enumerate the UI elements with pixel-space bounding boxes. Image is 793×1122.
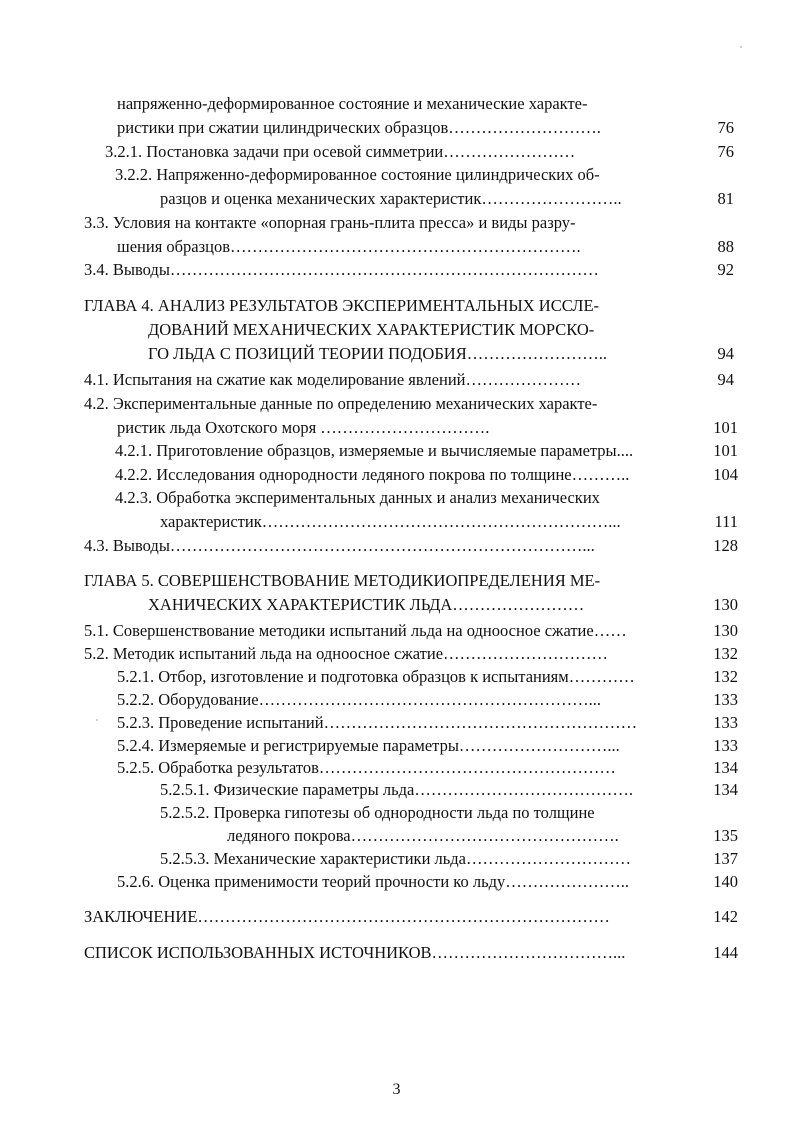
toc-entry: 5.2.5.2. Проверка гипотезы об однородности льда по толщине — [160, 803, 595, 822]
toc-entry: 4.1. Испытания на сжатие как моделирование явлений………………… — [84, 370, 581, 389]
toc-entry: ледяного покрова…………………………………………. — [227, 826, 619, 845]
toc-page-number: 81 — [717, 189, 734, 208]
toc-page-number: 92 — [717, 260, 734, 279]
toc-entry: 5.2.6. Оценка применимости теорий прочности ко льду………………….. — [117, 872, 629, 891]
toc-page-number: 135 — [713, 826, 738, 845]
toc-page-number: 76 — [717, 142, 734, 161]
toc-page-number: 94 — [717, 344, 734, 363]
toc-page-number: 133 — [713, 690, 738, 709]
chapter-heading: ГЛАВА 4. АНАЛИЗ РЕЗУЛЬТАТОВ ЭКСПЕРИМЕНТАЛЬНЫХ ИССЛЕ- — [84, 296, 600, 315]
scan-speck — [740, 46, 742, 48]
toc-page-number: 130 — [713, 595, 738, 614]
toc-page-number: 140 — [713, 872, 738, 891]
toc-entry: 3.3. Условия на контакте «опорная грань-плита пресса» и виды разру- — [84, 213, 576, 232]
toc-page-number: 133 — [713, 736, 738, 755]
scan-speck — [96, 719, 98, 721]
toc-entry: 5.2.5.1. Физические параметры льда…………………………………. — [160, 780, 633, 799]
toc-entry: 5.2.5.3. Механические характеристики льда………………………… — [160, 849, 632, 868]
toc-page-number: 88 — [717, 237, 734, 256]
toc-entry: 3.2.2. Напряженно-деформированное состояние цилиндрических об- — [115, 165, 600, 184]
toc-page-number: 134 — [713, 780, 738, 799]
toc-entry: 5.1. Совершенствование методики испытаний льда на одноосное сжатие…… — [84, 621, 627, 640]
toc-entry: ЗАКЛЮЧЕНИЕ………………………………………………………………… — [84, 907, 610, 926]
toc-entry: ристик льда Охотского моря …………………………. — [117, 418, 490, 437]
toc-entry: 4.2. Экспериментальные данные по определению механических характе- — [84, 394, 598, 413]
toc-entry: шения образцов………………………………………………………. — [117, 237, 581, 256]
toc-entry: напряженно-деформированное состояние и механические характе- — [117, 94, 588, 113]
toc-page-number: 94 — [717, 370, 734, 389]
toc-page-number: 133 — [713, 713, 738, 732]
toc-entry: 4.2.2. Исследования однородности ледяного покрова по толщине……….. — [115, 465, 630, 484]
toc-page-number: 137 — [713, 849, 738, 868]
toc-page-number: 104 — [713, 465, 738, 484]
toc-entry: характеристик………………………………………………………... — [160, 512, 621, 531]
page-number: 3 — [392, 1081, 401, 1098]
toc-entry: 4.2.1. Приготовление образцов, измеряемые и вычисляемые параметры.... — [115, 441, 634, 460]
toc-page-number: 130 — [713, 621, 738, 640]
toc-page-number: 101 — [713, 441, 738, 460]
toc-page-number: 144 — [713, 943, 738, 962]
toc-page-number: 134 — [713, 758, 738, 777]
toc-page-number: 142 — [713, 907, 738, 926]
toc-page-number: 128 — [713, 536, 738, 555]
toc-entry: 3.4. Выводы…………………………………………………………………… — [84, 260, 599, 279]
chapter-heading: ДОВАНИЙ МЕХАНИЧЕСКИХ ХАРАКТЕРИСТИК МОРСКО- — [148, 320, 595, 339]
toc-page-number: 132 — [713, 667, 738, 686]
toc-page-number: 76 — [717, 118, 734, 137]
toc-entry: СПИСОК ИСПОЛЬЗОВАННЫХ ИСТОЧНИКОВ……………………………... — [84, 943, 626, 962]
toc-entry: 5.2.2. Оборудование……………………………………………………... — [117, 690, 601, 709]
toc-entry: 4.3. Выводы…………………………………………………………………... — [84, 536, 595, 555]
toc-entry: 5.2.4. Измеряемые и регистрируемые параметры………………………... — [117, 736, 620, 755]
toc-entry: 4.2.3. Обработка экспериментальных данных и анализ механических — [115, 488, 600, 507]
toc-entry: разцов и оценка механических характеристик…………………….. — [160, 189, 622, 208]
toc-page-number: 101 — [713, 418, 738, 437]
chapter-heading: ГО ЛЬДА С ПОЗИЦИЙ ТЕОРИИ ПОДОБИЯ…………………….. — [148, 344, 607, 363]
toc-entry: 5.2.5. Обработка результатов……………………………………………… — [117, 758, 616, 777]
chapter-heading: ГЛАВА 5. СОВЕРШЕНСТВОВАНИЕ МЕТОДИКИОПРЕДЕЛЕНИЯ МЕ- — [84, 571, 601, 590]
toc-entry: ристики при сжатии цилиндрических образцов………………………. — [117, 118, 601, 137]
toc-entry: 3.2.1. Постановка задачи при осевой симметрии…………………… — [105, 142, 576, 161]
chapter-heading: ХАНИЧЕСКИХ ХАРАКТЕРИСТИК ЛЬДА…………………… — [148, 595, 585, 614]
toc-page-number: 132 — [713, 644, 738, 663]
toc-entry: 5.2.3. Проведение испытаний………………………………………………… — [117, 713, 638, 732]
toc-entry: 5.2.1. Отбор, изготовление и подготовка образцов к испытаниям………… — [117, 667, 635, 686]
toc-entry: 5.2. Методик испытаний льда на одноосное сжатие………………………… — [84, 644, 609, 663]
toc-page-number: 111 — [714, 512, 738, 531]
